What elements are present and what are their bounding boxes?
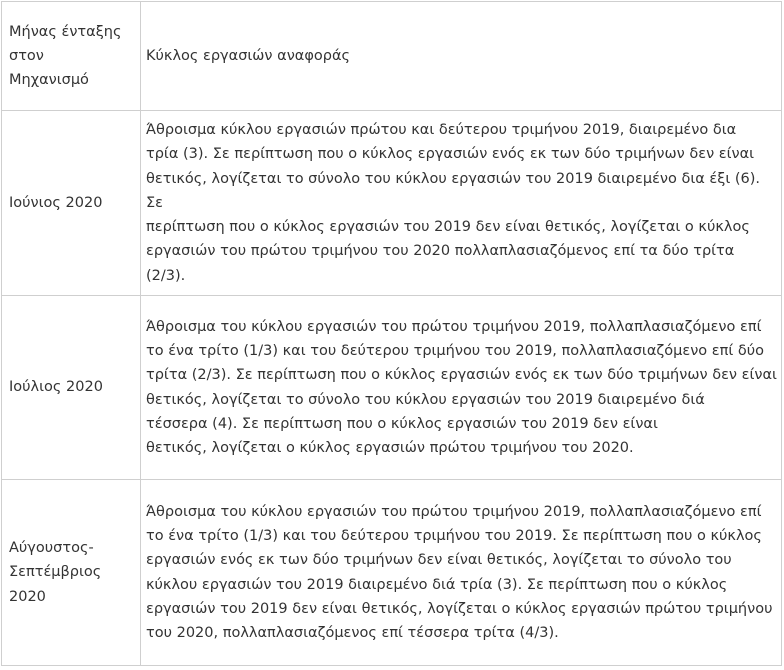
description-line: Άθροισμα του κύκλου εργασιών του πρώτου τριμήνου 2019, πολλαπλασιαζόμενο επί <box>146 318 762 335</box>
header-month-line: στον <box>9 47 44 64</box>
month-line: 2020 <box>9 588 46 605</box>
description-line: τέσσερα (4). Σε περίπτωση που ο κύκλος εργασιών του 2019 δεν είναι <box>146 415 658 432</box>
description-line: τρία (3). Σε περίπτωση που ο κύκλος εργασιών ενός εκ των δύο τριμήνων δεν είναι <box>146 146 755 163</box>
month-line: Σεπτέμβριος <box>9 564 102 581</box>
description-cell <box>141 111 782 296</box>
description-cell <box>141 480 782 666</box>
header-month-cell <box>2 2 141 111</box>
description-line: θετικός, λογίζεται το σύνολο του κύκλου εργασιών του 2019 διαιρεμένο δια έξι (6). Σε <box>146 170 761 211</box>
description-line: κύκλου εργασιών του 2019 διαιρεμένο διά τρία (3). Σε περίπτωση που ο κύκλος <box>146 576 728 593</box>
description-line: (2/3). <box>146 267 186 284</box>
description-cell <box>141 296 782 480</box>
month-text: Ιούνιος 2020 <box>9 194 103 211</box>
reference-turnover-table <box>1 1 782 666</box>
month-cell <box>2 296 141 480</box>
header-cycle-text: Κύκλος εργασιών αναφοράς <box>146 47 351 64</box>
description-line: εργασιών του πρώτου τριμήνου του 2020 πολλαπλασιαζόμενος επί τα δύο τρίτα <box>146 243 735 260</box>
header-month-line: Μήνας ένταξης <box>9 23 122 40</box>
description-line: περίπτωση που ο κύκλος εργασιών του 2019 δεν είναι θετικός, λογίζεται ο κύκλος <box>146 219 750 236</box>
description-line: τρίτα (2/3). Σε περίπτωση που ο κύκλος εργασιών ενός εκ των δύο τριμήνων δεν είναι <box>146 367 777 384</box>
description-line: θετικός, λογίζεται ο κύκλος εργασιών πρώτου τριμήνου του 2020. <box>146 440 634 457</box>
month-cell <box>2 480 141 666</box>
description-line: το ένα τρίτο (1/3) και του δεύτερου τριμήνου του 2019, πολλαπλασιαζόμενο επί δύο <box>146 342 764 359</box>
header-month-line: Μηχανισμό <box>9 72 89 89</box>
month-cell <box>2 111 141 296</box>
table-row <box>2 296 782 480</box>
description-line: του 2020, πολλαπλασιαζόμενος επί τέσσερα τρίτα (4/3). <box>146 625 559 642</box>
table-header-row <box>2 2 782 111</box>
description-line: Άθροισμα του κύκλου εργασιών του πρώτου τριμήνου 2019, πολλαπλασιαζόμενο επί <box>146 503 762 520</box>
description-line: Άθροισμα κύκλου εργασιών πρώτου και δεύτερου τριμήνου 2019, διαιρεμένο δια <box>146 121 737 138</box>
description-line: εργασιών του 2019 δεν είναι θετικός, λογίζεται ο κύκλος εργασιών πρώτου τριμήνου <box>146 600 773 617</box>
table-row <box>2 111 782 296</box>
description-line: θετικός, λογίζεται το σύνολο του κύκλου εργασιών του 2019 διαιρεμένο διά <box>146 391 705 408</box>
month-text: Ιούλιος 2020 <box>9 379 103 396</box>
table-row <box>2 480 782 666</box>
description-line: το ένα τρίτο (1/3) και του δεύτερου τριμήνου του 2019. Σε περίπτωση που ο κύκλος <box>146 527 762 544</box>
month-line: Αύγουστος- <box>9 540 94 557</box>
header-cycle-cell <box>141 2 782 111</box>
description-line: εργασιών ενός εκ των δύο τριμήνων δεν είναι θετικός, λογίζεται το σύνολο του <box>146 552 732 569</box>
